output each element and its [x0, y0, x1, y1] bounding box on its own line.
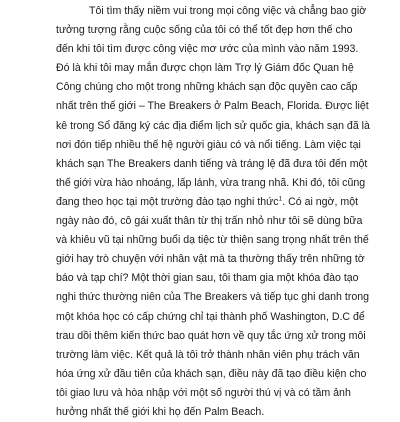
text-line: thế giới vừa hào nhoáng, lấp lánh, vừa trang nhã. Khi đó, tôi cũng: [56, 176, 366, 189]
text-line: nghi thức thường niên của The Breakers và tiếp tục ghi danh trong: [56, 291, 370, 304]
text-line-with-footnote: [56, 193, 359, 212]
text-line: trường làm việc. Kết quả là tôi trở thành nhân viên phụ trách văn: [56, 348, 360, 361]
footnote-reference[interactable]: 1: [278, 195, 283, 203]
text-line: tôi giao lưu và hòa nhập với một số người thú vị và có tầm ảnh: [56, 386, 351, 399]
text-line: hóa ứng xử đầu tiên của khách sạn, điều này đã tạo điều kiện cho: [56, 367, 367, 380]
text-line: Đó là khi tôi may mắn được chọn làm Trợ lý Giám đốc Quan hệ: [56, 62, 354, 75]
text-line: và khiêu vũ tại những buổi dạ tiệc từ thiện sang trọng nhất trên thế: [56, 234, 369, 247]
text-segment: đang theo học tại một trường đào tạo nghi thức: [56, 195, 279, 208]
text-line: tưởng tượng rằng cuộc sống của tôi có thể tốt đẹp hơn thế cho: [56, 24, 353, 37]
text-line: Tôi tìm thấy niềm vui trong mọi công việc và chẳng bao giờ: [89, 5, 367, 17]
text-segment: .: [282, 195, 289, 208]
text-line: khách sạn The Breakers danh tiếng và tráng lệ đã đưa tôi đến một: [56, 157, 368, 170]
text-line: nhất trên thế giới – The Breakers ở Palm Beach, Florida. Được liệt: [56, 100, 369, 113]
text-line: ngày nào đó, cô gái xuất thân từ thị trấn nhỏ như tôi sẽ dùng bữa: [56, 215, 363, 228]
text-segment: Có ai ngờ, một: [288, 195, 359, 208]
body-paragraph: [56, 2, 370, 422]
text-line: hưởng nhất thế giới khi họ đến Palm Beach.: [56, 405, 265, 418]
text-line: Công chúng cho một trong những khách sạn độc quyền cao cấp: [56, 81, 358, 94]
text-line: kê trong Sổ đăng ký các địa điểm lịch sử quốc gia, khách sạn đã là: [56, 119, 370, 132]
text-line: giới hay trò chuyện với nhân vật mà ta thường thấy trên những tờ: [56, 253, 365, 266]
text-line: trau dồi thêm kiến thức bao quát hơn về quy tắc ứng xử trong môi: [56, 329, 366, 342]
text-line: nơi đón tiếp nhiều thế hệ người giàu có và nổi tiếng. Làm việc tại: [56, 138, 361, 151]
text-line: một khóa học có cấp chứng chỉ tại thành phố Washington, D.C để: [56, 310, 365, 323]
text-line: đến khi tôi tìm được công việc mơ ước của mình vào năm 1993.: [56, 43, 359, 56]
text-line: báo và tạp chí? Một thời gian sau, tôi tham gia một khóa đào tạo: [56, 272, 359, 285]
